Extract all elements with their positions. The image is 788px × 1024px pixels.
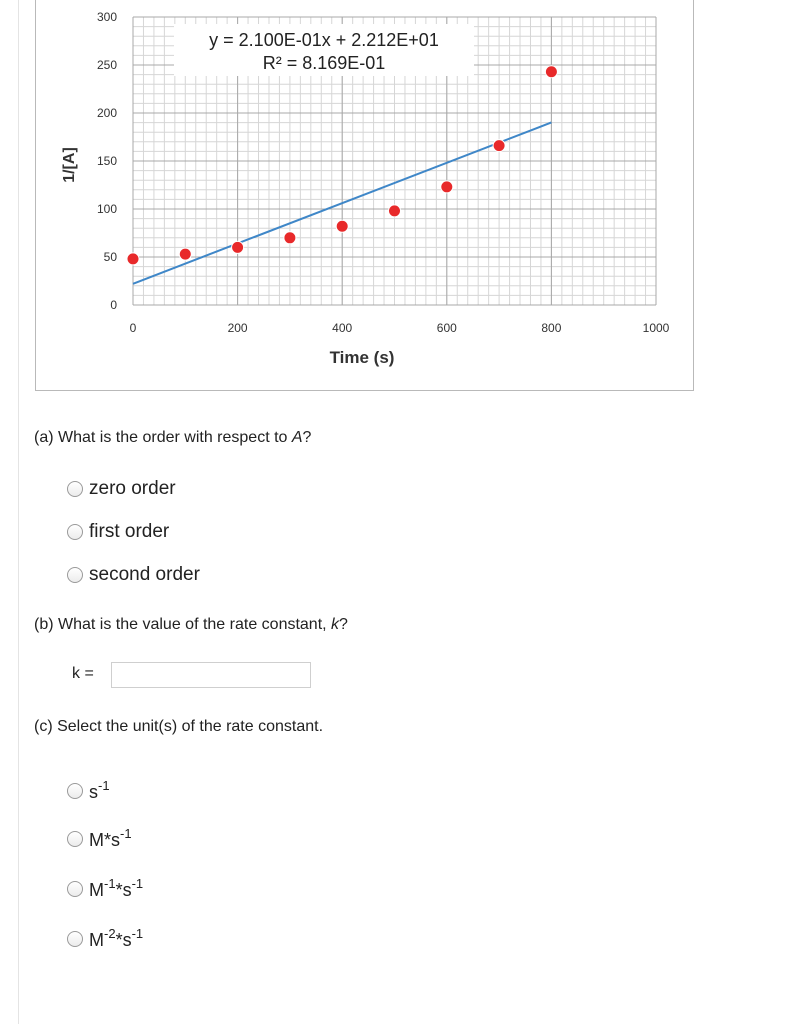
radio-button[interactable]	[67, 524, 83, 540]
question-c-text: (c) Select the unit(s) of the rate constant.	[34, 718, 324, 735]
unit-option-2[interactable]	[67, 826, 132, 851]
radio-button[interactable]	[67, 567, 83, 583]
radio-button[interactable]	[67, 931, 83, 947]
option-label: second order	[89, 564, 200, 585]
y-tick-label: 250	[96, 58, 117, 72]
radio-button[interactable]	[67, 831, 83, 847]
scatter-chart	[36, 0, 695, 392]
option-second-order[interactable]	[67, 564, 200, 586]
radio-button[interactable]	[67, 481, 83, 497]
y-tick-label: 0	[110, 298, 117, 312]
chart-frame	[35, 0, 694, 391]
y-tick-label: 150	[96, 154, 117, 168]
unit-label: $M*s^{-1}$	[89, 826, 132, 850]
y-tick-label: 50	[103, 250, 117, 264]
unit-label: $s^{-1}$	[89, 778, 110, 802]
x-tick-label: 800	[541, 321, 562, 335]
unit-label: $M^{-2}*s^{-1}$	[89, 926, 144, 950]
radio-button[interactable]	[67, 783, 83, 799]
question-a-text	[34, 429, 311, 447]
question-a-suffix: ?	[302, 429, 312, 446]
unit-option-1[interactable]	[67, 778, 110, 803]
option-label: zero order	[89, 478, 176, 499]
r-squared-label: R² = 8.169E-01	[262, 53, 386, 73]
x-tick-label: 0	[129, 321, 137, 335]
x-tick-label: 200	[227, 321, 248, 335]
data-point	[545, 66, 557, 78]
k-label: k =	[72, 665, 94, 682]
y-tick-label: 300	[96, 10, 117, 24]
question-a-prefix: (a) What is the order with respect to	[34, 429, 292, 446]
option-zero-order[interactable]	[67, 478, 176, 500]
option-label: first order	[89, 521, 170, 542]
question-a-var: A	[291, 429, 303, 446]
unit-label: $M^{-1}*s^{-1}$	[89, 876, 144, 900]
question-b-suffix: ?	[339, 616, 348, 633]
unit-option-4[interactable]	[67, 926, 143, 951]
y-tick-label: 200	[96, 106, 117, 120]
option-first-order[interactable]	[67, 521, 169, 543]
left-divider	[18, 0, 19, 1024]
x-tick-label: 600	[436, 321, 457, 335]
unit-option-3[interactable]	[67, 876, 143, 901]
data-point	[127, 253, 139, 265]
trendline-equation: y = 2.100E-01x + 2.212E+01	[209, 30, 439, 50]
data-point	[336, 220, 348, 232]
data-point	[493, 140, 505, 152]
data-point	[441, 181, 453, 193]
x-tick-label: 1000	[642, 321, 670, 335]
y-axis-title: 1/[A]	[61, 147, 78, 183]
data-point	[389, 205, 401, 217]
question-b-var: k	[331, 616, 340, 633]
data-point	[232, 241, 244, 253]
radio-button[interactable]	[67, 881, 83, 897]
x-axis-title: Time (s)	[329, 348, 395, 367]
question-b-prefix: (b) What is the value of the rate constant,	[34, 616, 332, 633]
data-point	[284, 232, 296, 244]
x-tick-label: 400	[332, 321, 353, 335]
rate-constant-input[interactable]	[111, 662, 311, 688]
question-b-text	[34, 616, 348, 634]
y-tick-label: 100	[96, 202, 117, 216]
data-point	[179, 248, 191, 260]
